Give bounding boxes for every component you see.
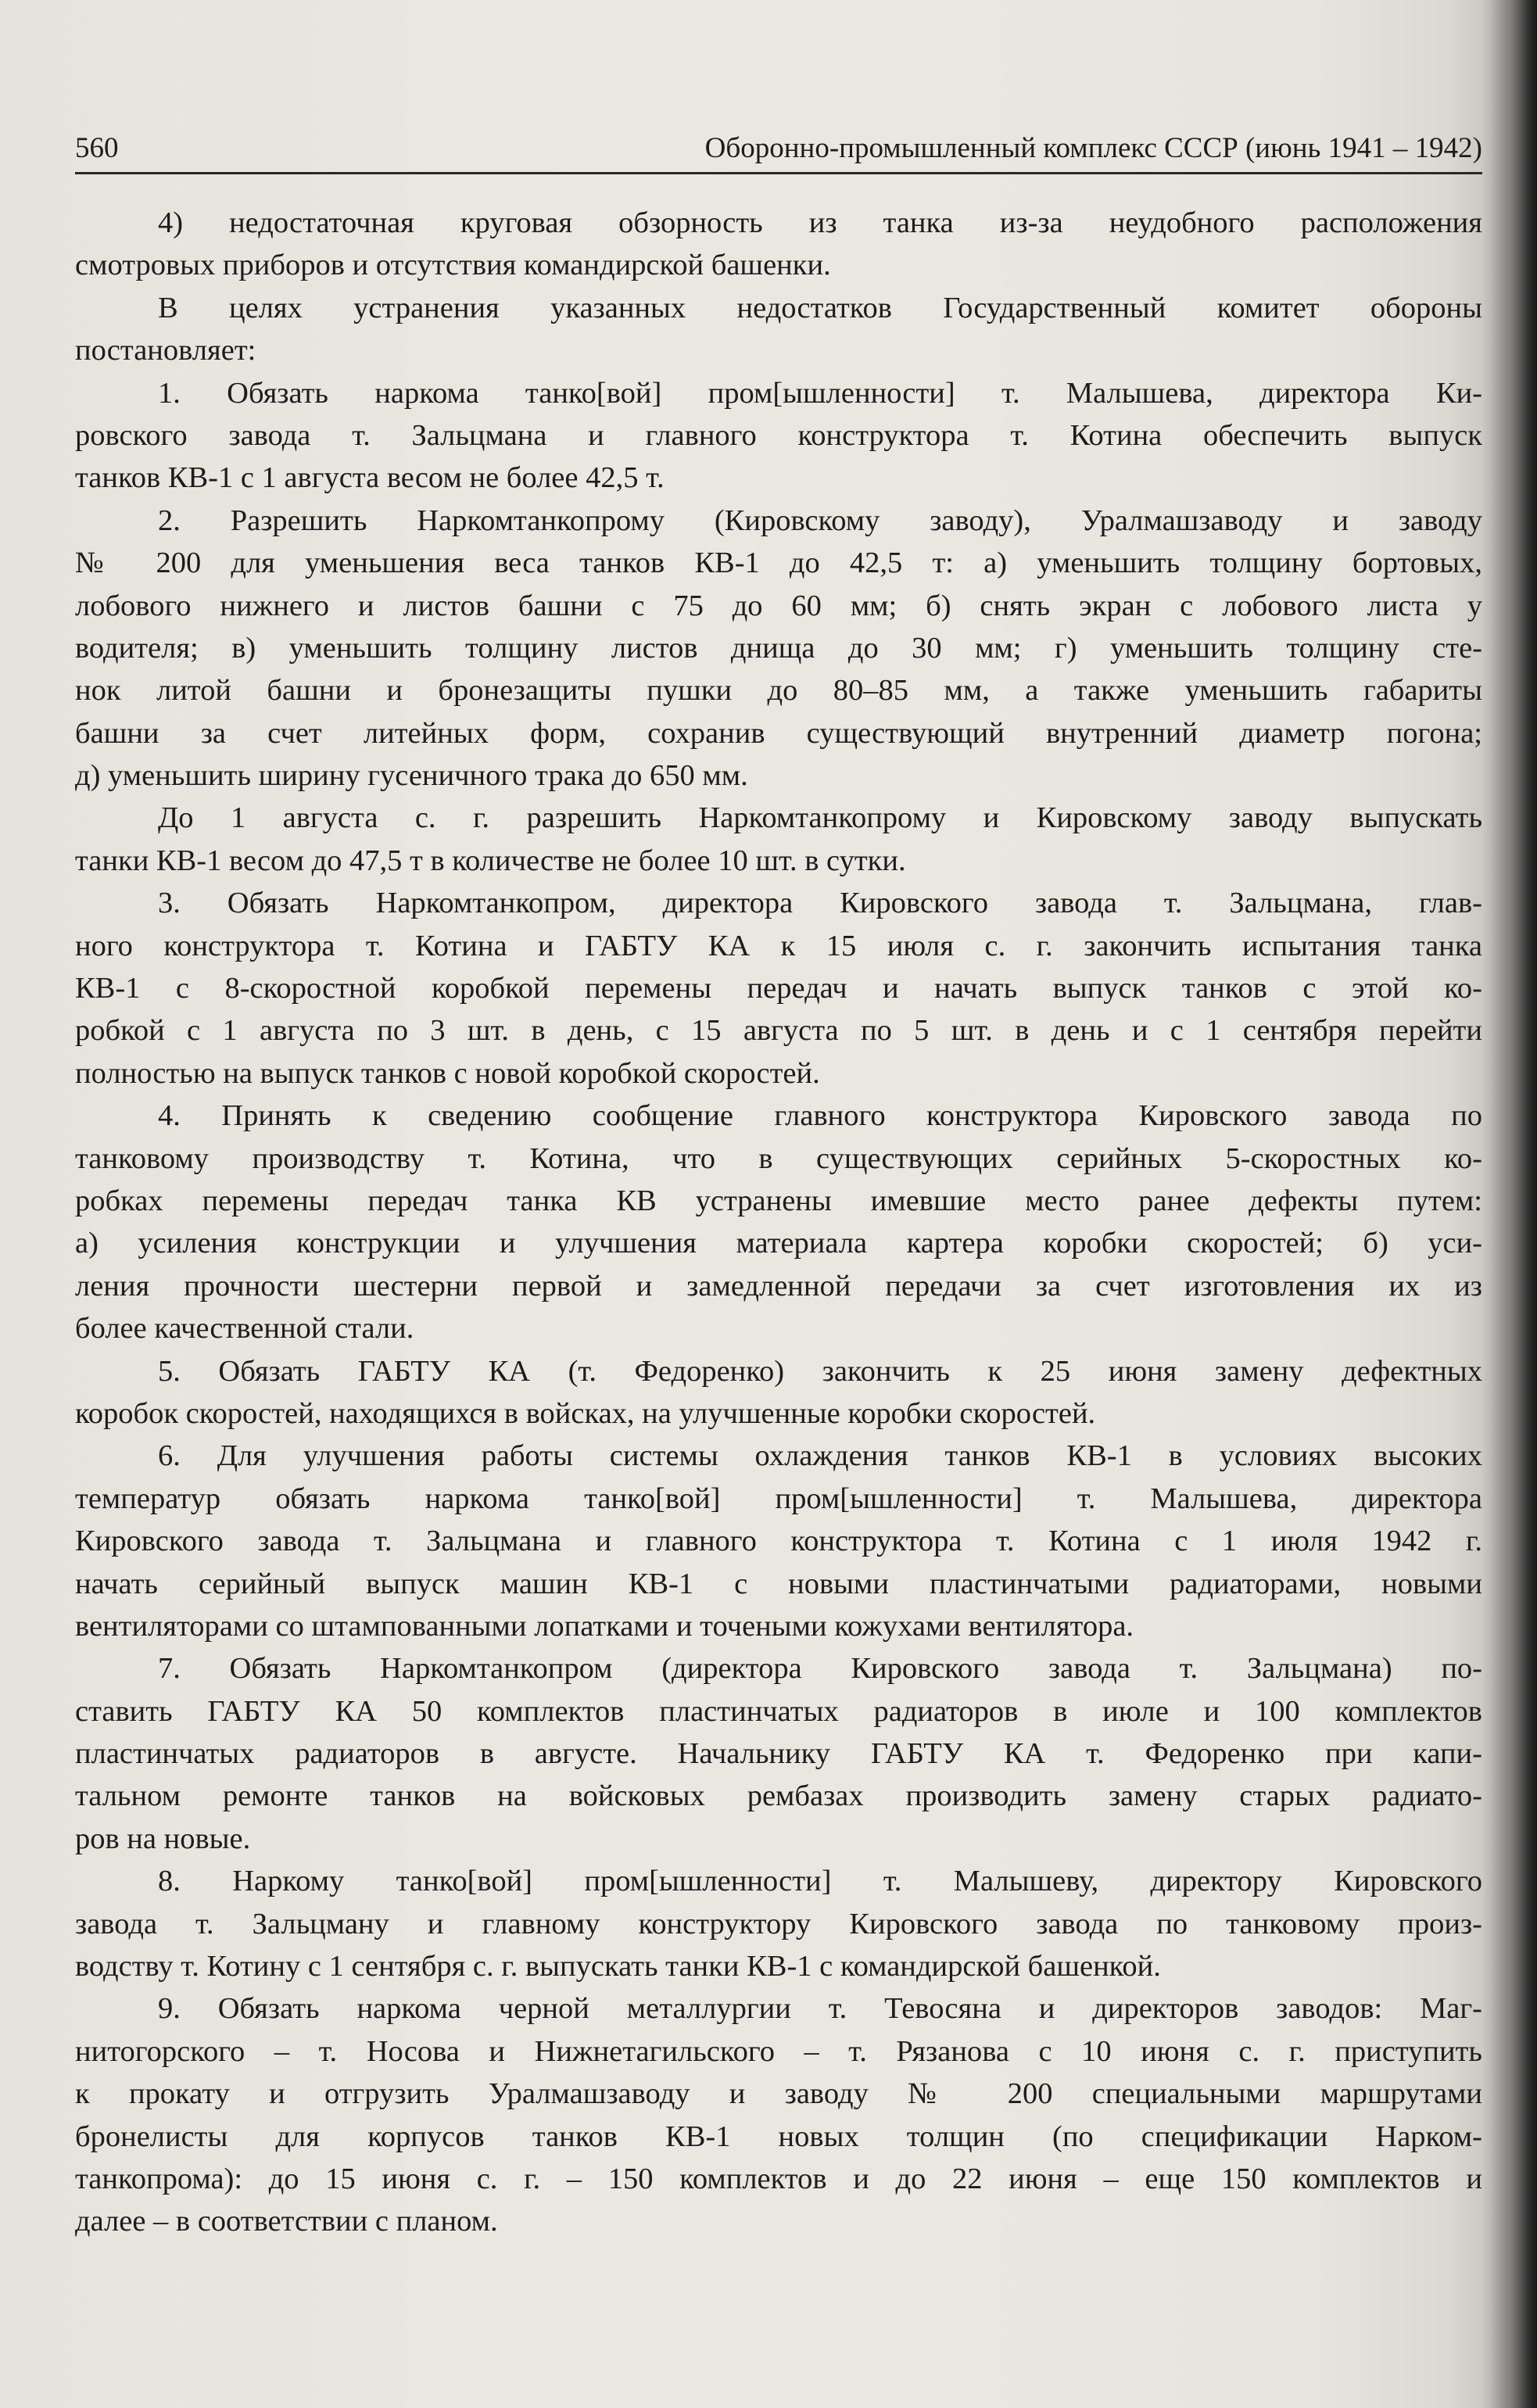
text-line: 8. Наркому танко[вой] пром[ышленности] т. Малышеву, директору Кировского xyxy=(158,1865,1482,1898)
text-line: 3. Обязать Наркомтанкопром, директора Кировского завода т. Зальцмана, глав- xyxy=(158,887,1482,920)
text-line: ровского завода т. Зальцмана и главного конструктора т. Котина обеспечить выпуск xyxy=(75,418,1482,452)
text-line: 4. Принять к сведению сообщение главного конструктора Кировского завода по xyxy=(158,1099,1482,1133)
text-line: начать серийный выпуск машин КВ-1 с новыми пластинчатыми радиаторами, новыми xyxy=(75,1567,1482,1600)
text-line: 9. Обязать наркома черной металлургии т. Тевосяна и директоров заводов: Маг- xyxy=(158,1992,1482,2026)
text-line: танкопрома): до 15 июня с. г. – 150 комплектов и до 22 июня – еще 150 комплектов и xyxy=(75,2162,1482,2195)
text-line: нитогорского – т. Носова и Нижнетагильского – т. Рязанова с 10 июня с. г. приступить xyxy=(75,2034,1482,2068)
text-line: 4) недостаточная круговая обзорность из танка из-за неудобного расположения xyxy=(158,206,1482,239)
text-line: завода т. Зальцману и главному конструктору Кировского завода по танковому произ- xyxy=(75,1907,1482,1940)
text-line: температур обязать наркома танко[вой] пром[ышленности] т. Малышева, директора xyxy=(75,1482,1482,1515)
text-line: В целях устранения указанных недостатков Государственный комитет обороны xyxy=(158,291,1482,324)
text-line: к прокату и отгрузить Уралмашзаводу и заводу № 200 специальными маршрутами xyxy=(75,2077,1482,2111)
text-line: д) уменьшить ширину гусеничного трака до 650 мм. xyxy=(75,759,748,793)
text-line: 2. Разрешить Наркомтанкопрому (Кировскому заводу), Уралмашзаводу и заводу xyxy=(158,503,1482,537)
text-line: полностью на выпуск танков с новой коробкой скоростей. xyxy=(75,1056,820,1090)
text-line: 6. Для улучшения работы системы охлаждения танков КВ-1 в условиях высоких xyxy=(158,1439,1482,1473)
text-line: 7. Обязать Наркомтанкопром (директора Кировского завода т. Зальцмана) по- xyxy=(158,1652,1482,1686)
text-line: нок литой башни и бронезащиты пушки до 80–85 мм, а также уменьшить габариты xyxy=(75,674,1482,708)
text-line: вентиляторами со штампованными лопатками и точеными кожухами вентилятора. xyxy=(75,1609,1134,1643)
header-rule xyxy=(75,172,1482,174)
text-line: ров на новые. xyxy=(75,1822,251,1855)
text-line: лобового нижнего и листов башни с 75 до 60 мм; б) снять экран с лобового листа у xyxy=(75,589,1482,622)
text-line: ставить ГАБТУ КА 50 комплектов пластинчатых радиаторов в июле и 100 комплектов xyxy=(75,1694,1482,1728)
text-line: а) усиления конструкции и улучшения материала картера коробки скоростей; б) уси- xyxy=(75,1227,1482,1260)
text-line: ного конструктора т. Котина и ГАБТУ КА к 15 июля с. г. закончить испытания танка xyxy=(75,929,1482,962)
text-line: робкой с 1 августа по 3 шт. в день, с 15 августа по 5 шт. в день и с 1 сентября перейти xyxy=(75,1014,1482,1048)
text-line: более качественной стали. xyxy=(75,1312,414,1346)
text-line: ления прочности шестерни первой и замедленной передачи за счет изготовления их из xyxy=(75,1269,1482,1303)
text-line: танковому производству т. Котина, что в существующих серийных 5-скоростных ко- xyxy=(75,1141,1482,1175)
text-line: постановляет: xyxy=(75,334,256,367)
text-line: бронелисты для корпусов танков КВ-1 новых толщин (по спецификации Нарком- xyxy=(75,2120,1482,2153)
text-line: далее – в соответствии с планом. xyxy=(75,2205,498,2238)
text-line: танков КВ-1 с 1 августа весом не более 42,5 т. xyxy=(75,461,665,495)
text-line: 1. Обязать наркома танко[вой] пром[ышленности] т. Малышева, директора Ки- xyxy=(158,376,1482,410)
text-line: КВ-1 с 8-скоростной коробкой перемены передач и начать выпуск танков с этой ко- xyxy=(75,972,1482,1005)
body-text xyxy=(75,202,1482,2243)
text-line: башни за счет литейных форм, сохранив существующий внутренний диаметр погона; xyxy=(75,716,1482,750)
page-number: 560 xyxy=(75,132,119,164)
text-line: водству т. Котину с 1 сентября с. г. выпускать танки КВ-1 с командирской башенкой. xyxy=(75,1950,1161,1983)
binding-shadow xyxy=(1482,0,1537,2408)
text-line: тальном ремонте танков на войсковых рембазах производить замену старых радиато- xyxy=(75,1779,1482,1813)
text-line: До 1 августа с. г. разрешить Наркомтанкопрому и Кировскому заводу выпускать xyxy=(158,801,1482,835)
running-title: Оборонно-промышленный комплекс СССР (июнь 1941 – 1942) xyxy=(704,132,1482,164)
text-line: танки КВ-1 весом до 47,5 т в количестве не более 10 шт. в сутки. xyxy=(75,844,906,877)
text-line: смотровых приборов и отсутствия командирской башенки. xyxy=(75,249,831,282)
text-line: пластинчатых радиаторов в августе. Начальнику ГАБТУ КА т. Федоренко при капи- xyxy=(75,1737,1482,1771)
text-line: робках перемены передач танка КВ устранены имевшие место ранее дефекты путем: xyxy=(75,1184,1482,1217)
text-line: № 200 для уменьшения веса танков КВ-1 до 42,5 т: а) уменьшить толщину бортовых, xyxy=(75,546,1482,580)
page-header xyxy=(75,125,1482,172)
text-line: 5. Обязать ГАБТУ КА (т. Федоренко) закончить к 25 июня замену дефектных xyxy=(158,1354,1482,1388)
text-line: водителя; в) уменьшить толщину листов днища до 30 мм; г) уменьшить толщину сте- xyxy=(75,631,1482,665)
text-line: Кировского завода т. Зальцмана и главного конструктора т. Котина с 1 июля 1942 г. xyxy=(75,1525,1482,1558)
text-line: коробок скоростей, находящихся в войсках, на улучшенные коробки скоростей. xyxy=(75,1396,1096,1430)
